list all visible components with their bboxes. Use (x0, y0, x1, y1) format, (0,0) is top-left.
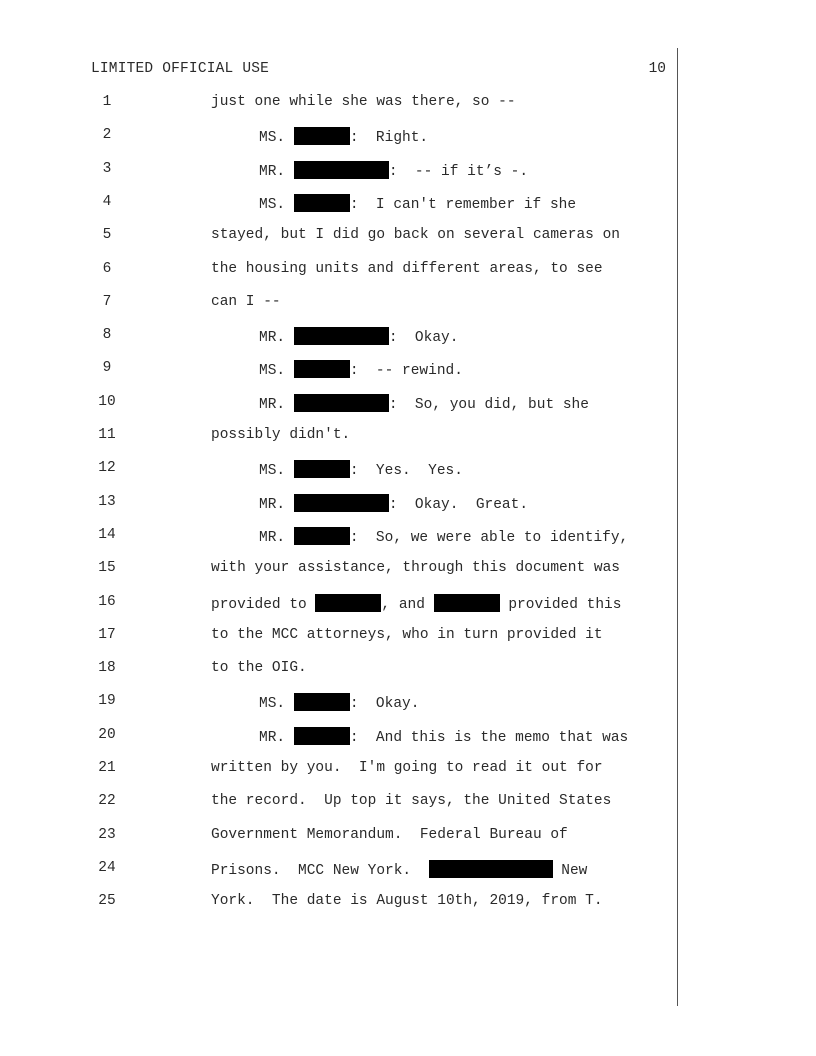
redaction-block (294, 127, 350, 145)
transcript-line (0, 460, 816, 480)
line-text-segment: : Okay. (349, 696, 420, 713)
line-text-segment: can I -- (211, 293, 281, 310)
redaction-block (294, 527, 350, 545)
page-number: 10 (648, 61, 666, 77)
transcript-line (0, 860, 816, 880)
line-number: 22 (98, 793, 116, 810)
line-text-segment: MR. (259, 163, 294, 180)
line-text (259, 727, 628, 746)
line-number: 14 (98, 526, 116, 543)
redaction-block (294, 394, 389, 412)
line-text-segment: , and (381, 596, 434, 613)
line-text (259, 394, 589, 413)
line-number: 13 (98, 493, 116, 510)
line-text-segment: the record. Up top it says, the United States (211, 793, 612, 810)
redaction-block (294, 161, 389, 179)
transcript-line (0, 827, 816, 847)
line-text-segment: : I can't remember if she (349, 196, 577, 213)
line-number: 8 (102, 327, 112, 344)
transcript-line (0, 261, 816, 281)
line-text-segment: provided this (499, 596, 622, 613)
line-text (259, 161, 528, 180)
transcript-line (0, 327, 816, 347)
line-text-segment: : Right. (349, 130, 429, 147)
line-text-segment: written by you. I'm going to read it out for (211, 760, 603, 776)
line-number: 6 (102, 260, 112, 277)
redaction-block (434, 594, 500, 612)
line-number: 21 (98, 760, 116, 776)
line-text (211, 594, 621, 613)
redaction-block (294, 693, 350, 711)
line-number: 10 (98, 393, 116, 410)
line-text (259, 527, 628, 546)
transcript-line (0, 494, 816, 514)
line-text (211, 627, 603, 643)
line-number: 4 (102, 193, 112, 210)
line-text (211, 860, 587, 879)
transcript-line (0, 94, 816, 114)
transcript-line (0, 394, 816, 414)
transcript-line (0, 893, 816, 913)
transcript-line (0, 594, 816, 614)
line-text (259, 360, 463, 379)
redaction-block (429, 860, 553, 878)
line-number: 3 (102, 160, 112, 177)
transcript-line (0, 294, 816, 314)
transcript-line (0, 660, 816, 680)
line-text-segment: New (552, 862, 588, 879)
line-text-segment: Prisons. MCC New York. (211, 862, 429, 879)
line-number: 7 (102, 293, 112, 310)
line-number: 16 (98, 593, 116, 610)
line-text (211, 893, 603, 909)
line-text-segment: MR. (259, 529, 294, 546)
line-text-segment: : And this is the memo that was (349, 729, 629, 746)
line-text-segment: : Okay. (388, 330, 459, 347)
line-text-segment: possibly didn't. (211, 427, 351, 443)
redaction-block (315, 594, 381, 612)
transcript-line (0, 793, 816, 813)
line-text-segment: MR. (259, 729, 294, 746)
line-text-segment: stayed, but I did go back on several cameras on (211, 227, 620, 244)
transcript-line (0, 727, 816, 747)
transcript-line (0, 627, 816, 647)
line-text-segment: MS. (259, 363, 294, 380)
line-text-segment: to the OIG. (211, 660, 307, 677)
line-text-segment: MS. (259, 463, 294, 480)
line-text-segment: : -- rewind. (349, 363, 463, 380)
transcript-line (0, 760, 816, 780)
line-text (211, 427, 350, 443)
line-number: 17 (98, 626, 116, 643)
line-text (211, 261, 603, 277)
transcript-line (0, 227, 816, 247)
line-text-segment: : Okay. Great. (388, 496, 529, 513)
line-number: 2 (102, 127, 112, 144)
transcript-line (0, 360, 816, 380)
line-number: 19 (98, 693, 116, 710)
line-text-segment: just one while she was there, so -- (211, 94, 516, 110)
line-text (211, 827, 568, 843)
line-number: 1 (102, 94, 112, 110)
line-text (211, 560, 620, 576)
line-text (211, 660, 307, 676)
line-number: 5 (102, 227, 112, 244)
redaction-block (294, 194, 350, 212)
line-number: 20 (98, 726, 116, 743)
line-text-segment: the housing units and different areas, to see (211, 260, 603, 277)
transcript-line (0, 560, 816, 580)
line-number: 15 (98, 560, 116, 577)
line-text-segment: MS. (259, 196, 294, 213)
line-number: 23 (98, 826, 116, 843)
transcript-line (0, 194, 816, 214)
line-text-segment: MS. (259, 696, 294, 713)
transcript-line (0, 161, 816, 181)
line-text (211, 94, 516, 110)
line-text-segment: to the MCC attorneys, who in turn provided it (211, 626, 603, 643)
line-text (259, 494, 528, 513)
line-text-segment: MR. (259, 330, 294, 347)
line-text (211, 793, 611, 809)
line-text (259, 327, 458, 346)
transcript-line (0, 693, 816, 713)
redaction-block (294, 327, 389, 345)
redaction-block (294, 460, 350, 478)
line-number: 18 (98, 660, 116, 677)
redaction-block (294, 494, 389, 512)
line-text (211, 760, 603, 776)
line-text-segment: MR. (259, 496, 294, 513)
line-text-segment: York. The date is August 10th, 2019, from T. (211, 893, 603, 910)
line-number: 12 (98, 460, 116, 477)
line-text-segment: MS. (259, 130, 294, 147)
line-number: 9 (102, 360, 112, 377)
redaction-block (294, 360, 350, 378)
line-number: 24 (98, 859, 116, 876)
classification-header: LIMITED OFFICIAL USE (91, 61, 270, 77)
transcript-line (0, 427, 816, 447)
line-text (211, 294, 281, 310)
line-text-segment: with your assistance, through this document was (211, 560, 620, 577)
line-text-segment: : So, we were able to identify, (349, 529, 629, 546)
line-text (259, 693, 419, 712)
line-number: 25 (98, 893, 116, 910)
line-text-segment: provided to (211, 596, 316, 613)
line-text (211, 227, 620, 243)
line-text-segment: MR. (259, 396, 294, 413)
redaction-block (294, 727, 350, 745)
line-text-segment: : -- if it’s -. (388, 163, 529, 180)
transcript-line (0, 527, 816, 547)
transcript-line (0, 127, 816, 147)
line-text-segment: Government Memorandum. Federal Bureau of (211, 826, 568, 843)
line-text (259, 460, 463, 479)
line-number: 11 (98, 427, 116, 443)
line-text-segment: : Yes. Yes. (349, 463, 463, 480)
line-text-segment: : So, you did, but she (388, 396, 589, 413)
line-text (259, 194, 576, 213)
line-text (259, 127, 428, 146)
